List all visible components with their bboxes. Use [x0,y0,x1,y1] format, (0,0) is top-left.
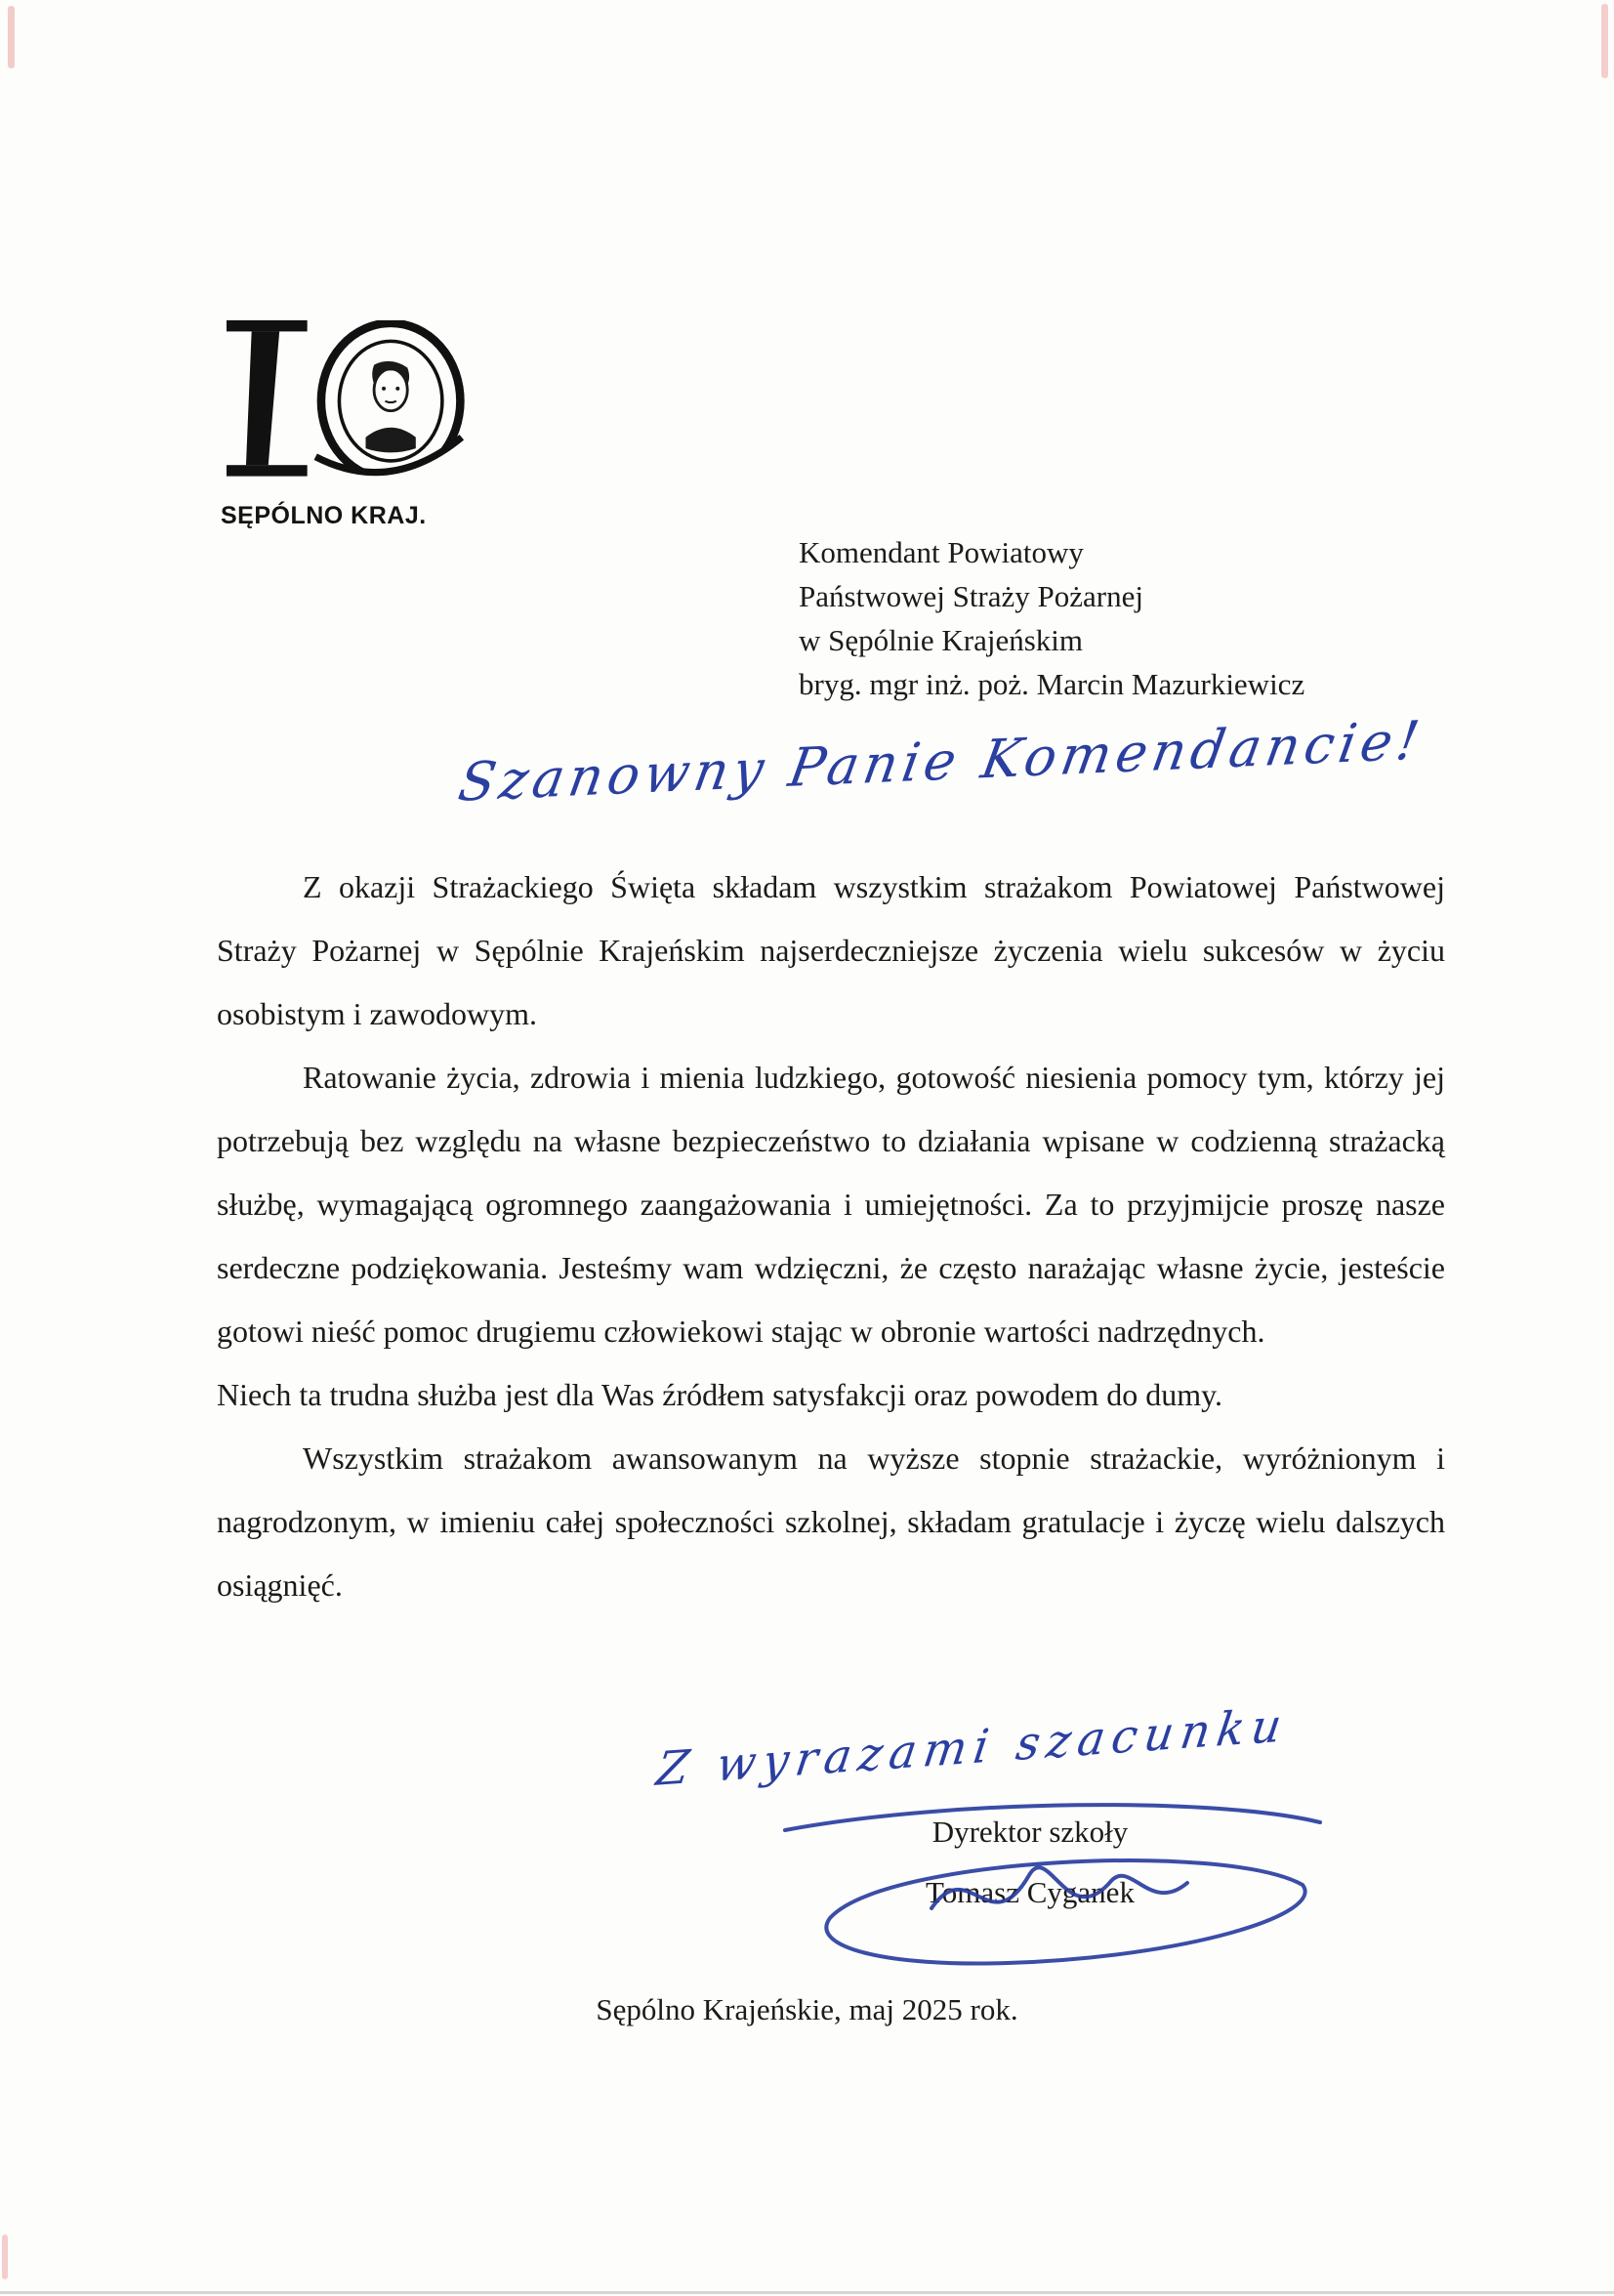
recipient-line-2: Państwowej Straży Pożarnej [799,579,1143,613]
signature-title: Dyrektor szkoły [931,1815,1129,1849]
place-date: Sępólno Krajeńskie, maj 2025 rok. [596,1992,1018,2026]
body-paragraph-4: Wszystkim strażakom awansowanym na wyższe stopnie strażackie, wyróżnionym i nagrodzonym, w imieniu całej społeczności szkolnej, składam gratulacje i życzę wielu dalszych osiągnięć. [217,1440,1445,1603]
recipient-line-4: bryg. mgr inż. poż. Marcin Mazurkiewicz [799,667,1305,701]
scan-artifact [8,6,15,68]
letter-body [217,856,1445,1617]
school-anniversary-logo [221,320,465,487]
handwritten-greeting [454,709,1428,814]
body-paragraph-3: Niech ta trudna służba jest dla Was źródłem satysfakcji oraz powodem do dumy. [217,1377,1223,1412]
handwritten-greeting-text: Szanowny Panie Komendancie! [454,709,1428,814]
body-paragraph-1: Z okazji Strażackiego Święta składam wszystkim strażakom Powiatowej Państwowej Straży Pożarnej w Sępólnie Krajeńskim najserdeczniejsze życzenia wielu sukcesów w życiu osobistym i zawodowym. [217,869,1445,1031]
school-logo-block [221,320,480,530]
logo-caption: SĘPÓLNO KRAJ. [221,502,427,529]
scan-artifact [0,2291,1614,2294]
recipient-line-1: Komendant Powiatowy [799,535,1084,569]
recipient-block [799,530,1304,706]
signature-name: Tomasz Cyganek [926,1875,1135,1909]
body-paragraph-2: Ratowanie życia, zdrowia i mienia ludzkiego, gotowość niesienia pomocy tym, którzy jej potrzebują bez względu na własne bezpieczeństwo to działania wpisane w codzienną strażacką służbę, wymagającą ogromnego zaangażowania i umiejętności. Za to przyjmijcie proszę nasze serdeczne podziękowania. Jesteśmy wam wdzięczni, że często narażając własne życie, jesteście gotowi nieść pomoc drugiemu człowiekowi stając w obronie wartości nadrzędnych. [217,1060,1445,1349]
scan-artifact [1601,4,1608,78]
handwritten-closing-text: Z wyrazami szacunku [652,1698,1292,1797]
recipient-line-3: w Sępólnie Krajeńskim [799,623,1084,657]
handwritten-signature [767,1785,1345,1977]
handwritten-closing [652,1698,1292,1797]
scan-artifact [2,2234,8,2279]
